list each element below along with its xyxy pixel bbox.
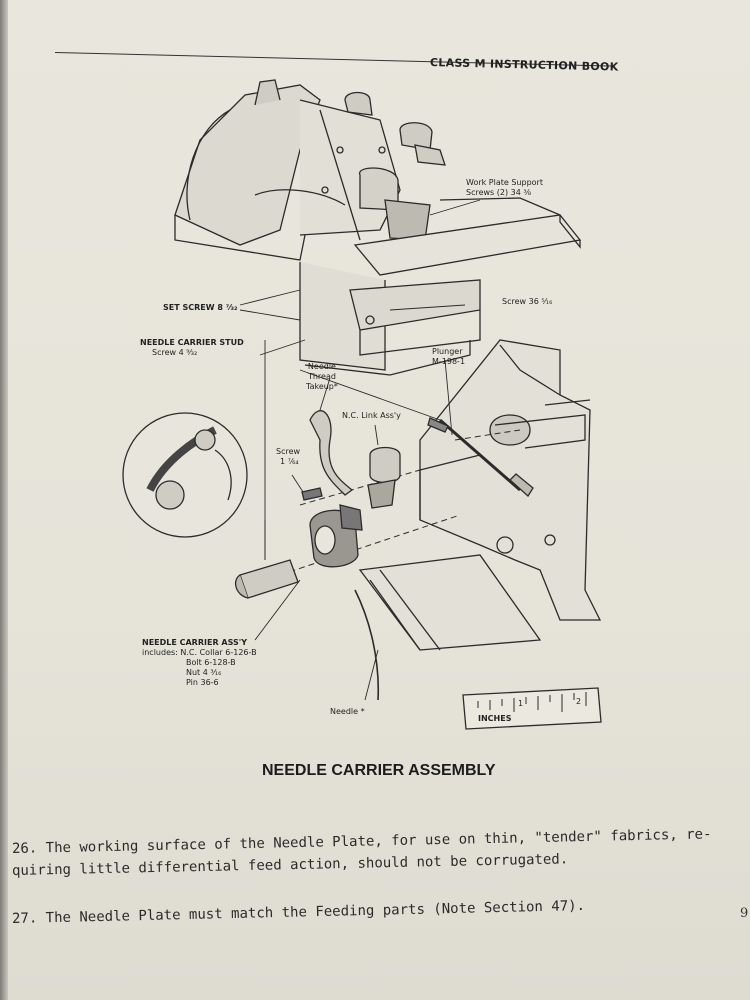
label-thread-takeup [306, 362, 338, 392]
label-carrier-title: NEEDLE CARRIER ASS'Y [142, 638, 247, 647]
label-small-screw-line1: Screw [276, 447, 301, 456]
machine-body [175, 80, 580, 375]
header-title: CLASS M INSTRUCTION BOOK [429, 56, 619, 74]
paragraph-27: 27. The Needle Plate must match the Feeding parts (Note Section 47). [11, 897, 586, 927]
paragraph-26-line2: quiring little differential feed action, should not be corrugated. [11, 851, 569, 879]
ruler-mark-1: 1 [518, 699, 524, 708]
thread-takeup [310, 411, 352, 495]
label-carrier-stud [140, 338, 244, 358]
label-carrier-stud-line2: Screw 4 ⁹⁄₃₂ [152, 348, 198, 357]
label-plunger-line2: M-198-1 [432, 357, 466, 366]
ruler-unit: INCHES [478, 714, 512, 723]
label-work-plate [466, 178, 543, 198]
inset-detail [123, 413, 247, 537]
label-carrier-bolt: Bolt 6-128-B [186, 658, 236, 667]
label-carrier-stud-line1: NEEDLE CARRIER STUD [140, 338, 244, 347]
label-small-screw [276, 447, 300, 467]
label-needle: Needle * [330, 707, 365, 716]
label-plunger [432, 347, 465, 367]
label-needle-carrier [142, 638, 257, 688]
label-carrier-includes: includes: N.C. Collar 6-126-B [142, 648, 257, 657]
paragraph-26-line1: 26. The working surface of the Needle Plate, for use on thin, "tender" fabrics, re- [11, 826, 712, 857]
label-work-plate-line1: Work Plate Support [466, 178, 543, 187]
label-small-screw-line2: 1 ⁷⁄₆₄ [280, 457, 299, 466]
label-carrier-nut: Nut 4 ³⁄₁₆ [186, 668, 222, 677]
figure-caption: NEEDLE CARRIER ASSEMBLY [262, 762, 496, 779]
label-carrier-pin: Pin 36-6 [186, 678, 219, 687]
label-takeup-line1: Needle [307, 362, 336, 371]
page-number: 9 [740, 906, 749, 921]
label-takeup-line3: Takeup* [306, 382, 338, 391]
small-screw [302, 488, 322, 500]
label-link-assembly: N.C. Link Ass'y [342, 411, 401, 420]
label-plunger-line1: Plunger [432, 347, 463, 356]
carrier-stud [236, 560, 298, 598]
label-work-plate-line2: Screws (2) 34 ³⁄₈ [466, 188, 532, 197]
needle [355, 590, 378, 700]
lower-frame [360, 555, 540, 650]
label-takeup-line2: Thread [307, 372, 336, 381]
needle-carrier [310, 505, 362, 567]
label-set-screw: SET SCREW 8 ⁷⁄₃₂ [163, 303, 238, 312]
label-screw-36: Screw 36 ⁵⁄₁₆ [502, 297, 553, 306]
link-assembly [368, 448, 400, 509]
ruler-mark-2: 2 [576, 697, 582, 706]
